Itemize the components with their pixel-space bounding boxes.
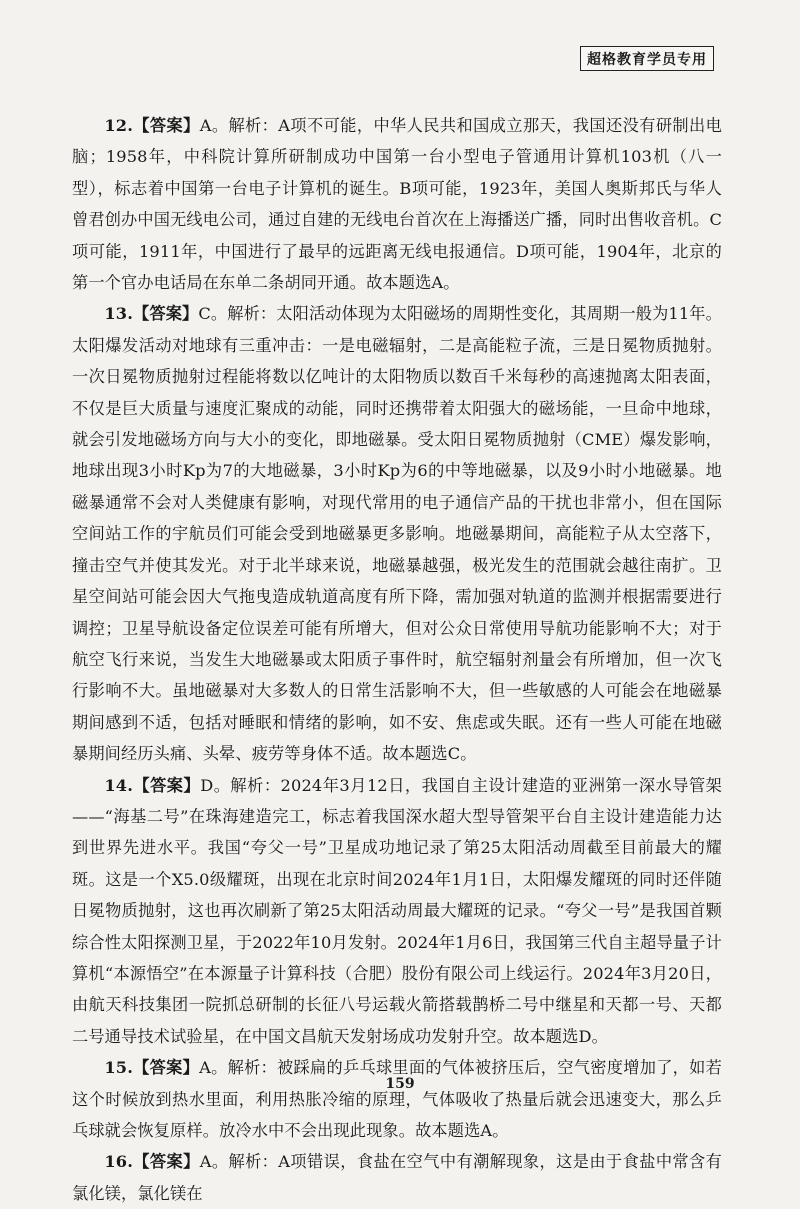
question-number: 14. xyxy=(104,775,134,795)
answer-tag: 【答案】 xyxy=(133,1152,200,1172)
question-number: 13. xyxy=(104,304,134,324)
question-number: 12. xyxy=(104,116,134,135)
page-number: 159 xyxy=(385,1076,415,1092)
document-body xyxy=(72,110,722,1209)
question-number: 15. xyxy=(104,1058,134,1078)
answer-paragraph-12 xyxy=(72,110,722,298)
answer-tag: 【答案】 xyxy=(133,775,201,795)
answer-text: A。解析：A项不可能，中华人民共和国成立那天，我国还没有研制出电脑；1958年，中科院计算所研制成功中国第一台小型电子管通用计算机103机（八一型），标志着中国第一台电子计算机的诞生。B项可能，1923年，美国人奥斯邦氏与华人曾君创办中国无线电公司，通过自建的无线电台首次在上海播送广播，同时出售收音机。C项可能，1911年，中国进行了最早的远距离无线电报通信。D项可能，1904年，北京的第一个官办电话局在东单二条胡同开通。故本题选A。 xyxy=(72,116,722,293)
answer-text: A。解析：A项错误，食盐在空气中有潮解现象，这是由于食盐中常含有氯化镁，氯化镁在 xyxy=(72,1152,722,1203)
question-number: 16. xyxy=(104,1152,134,1172)
watermark-badge: 超格教育学员专用 xyxy=(580,46,714,71)
answer-tag: 【答案】 xyxy=(133,304,199,324)
answer-text: C。解析：太阳活动体现为太阳磁场的周期性变化，其周期一般为11年。太阳爆发活动对地球有三重冲击：一是电磁辐射，二是高能粒子流，三是日冕物质抛射。一次日冕物质抛射过程能将数以亿吨计的太阳物质以数百千米每秒的高速抛离太阳表面，不仅是巨大质量与速度汇聚成的动能，同时还携带着太阳强大的磁场能，一旦命中地球，就会引发地磁场方向与大小的变化，即地磁暴。受太阳日冕物质抛射（CME）爆发影响，地球出现3小时Kp为7的大地磁暴，3小时Kp为6的中等地磁暴，以及9小时小地磁暴。地磁暴通常不会对人类健康有影响，对现代常用的电子通信产品的干扰也非常小，但在国际空间站工作的宇航员们可能会受到地磁暴更多影响。地磁暴期间，高能粒子从太空落下，撞击空气并使其发光。对于北半球来说，地磁暴越强，极光发生的范围就会越往南扩。卫星空间站可能会因大气拖曳造成轨道高度有所下降，需加强对轨道的监测并根据需要进行调控；卫星导航设备定位误差可能有所增大，但对公众日常使用导航功能影响不大；对于航空飞行来说，当发生大地磁暴或太阳质子事件时，航空辐射剂量会有所增加，但一次飞行影响不大。虽地磁暴对大多数人的日常生活影响不大，但一些敏感的人可能会在地磁暴期间感到不适，包括对睡眠和情绪的影响，如不安、焦虑或失眠。还有一些人可能在地磁暴期间经历头痛、头晕、疲劳等身体不适。故本题选C。 xyxy=(72,304,722,764)
answer-text: D。解析：2024年3月12日，我国自主设计建造的亚洲第一深水导管架——“海基二号”在珠海建造完工，标志着我国深水超大型导管架平台自主设计建造能力达到世界先进水平。我国“夸父一号”卫星成功地记录了第25太阳活动周截至目前最大的耀斑。这是一个X5.0级耀斑，出现在北京时间2024年1月1日，太阳爆发耀斑的同时还伴随日冕物质抛射，这也再次刷新了第25太阳活动周最大耀斑的记录。“夸父一号”是我国首颗综合性太阳探测卫星，于2022年10月发射。2024年1月6日，我国第三代自主超导量子计算机“本源悟空”在本源量子计算科技（合肥）股份有限公司上线运行。2024年3月20日，由航天科技集团一院抓总研制的长征八号运载火箭搭载鹊桥二号中继星和天都一号、天都二号通导技术试验星，在中国文昌航天发射场成功发射升空。故本题选D。 xyxy=(72,775,722,1046)
answer-tag: 【答案】 xyxy=(133,1058,200,1078)
answer-paragraph-13 xyxy=(72,298,722,769)
answer-text: A。解析：被踩扁的乒乓球里面的气体被挤压后，空气密度增加了，如若这个时候放到热水里面，利用热胀冷缩的原理，气体吸收了热量后就会迅速变大，那么乒乓球就会恢复原样。放冷水中不会出现此现象。故本题选A。 xyxy=(72,1058,722,1140)
answer-paragraph-16 xyxy=(72,1146,722,1209)
answer-paragraph-14 xyxy=(72,770,722,1053)
answer-tag: 【答案】 xyxy=(133,116,200,135)
answer-paragraph-15 xyxy=(72,1052,722,1146)
